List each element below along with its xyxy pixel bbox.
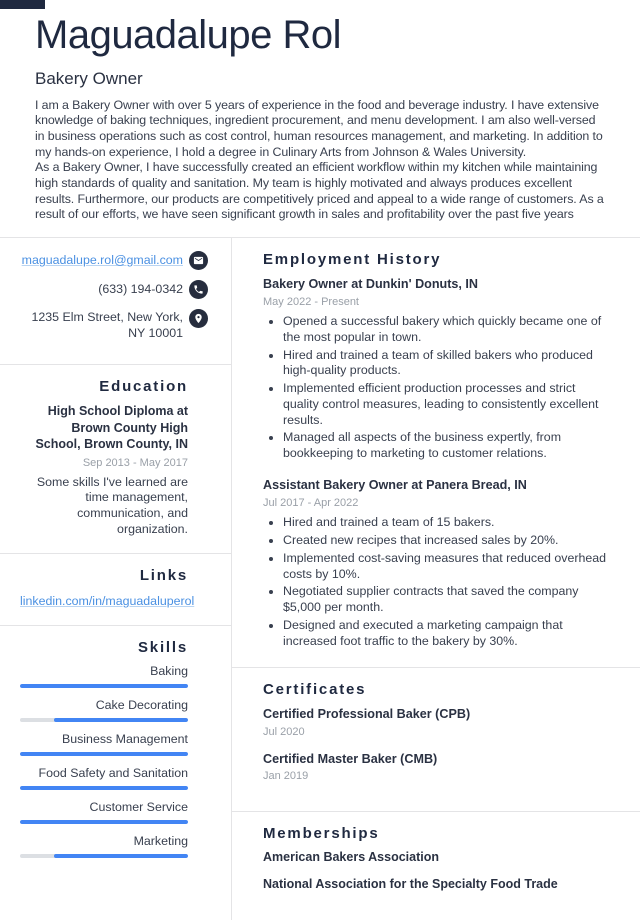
education-degree: High School Diploma at Brown County High School, Brown County, IN: [35, 404, 188, 452]
skill-bar: [20, 786, 188, 790]
skill-bar-fill: [20, 786, 188, 790]
contact-phone-row: [12, 280, 208, 299]
phone-number: (633) 194-0342: [98, 282, 183, 297]
location-pin-icon: [189, 309, 208, 328]
skills-heading: Skills: [138, 639, 188, 657]
job-dates: Jul 2017 - Apr 2022: [263, 497, 359, 510]
main-column: [232, 238, 640, 920]
employment-history-heading: Employment History: [263, 250, 442, 268]
job-bullet: • Created new recipes that increased sales by 20%.: [283, 533, 612, 549]
certificates-heading: Certificates: [263, 681, 367, 699]
certificate-date: Jan 2019: [263, 769, 309, 782]
summary-paragraph: I am a Bakery Owner with over 5 years of experience in the food and beverage industry. I have extensive knowledge of baking techniques, ingredient procurement, and menu development. I am also well-versed in business operations such as cost control, human resources management, and marketing. In addition to my hands-on experience, I hold a degree in Culinary Arts from Johnson & Wales University.: [35, 97, 603, 159]
job-title: Bakery Owner at Dunkin' Donuts, IN: [263, 276, 479, 291]
job-bullet: • Negotiated supplier contracts that saved the company $5,000 per month.: [283, 584, 612, 616]
links-section: [0, 553, 231, 625]
skill-bar-fill: [20, 752, 188, 756]
skill-label: Business Management: [61, 732, 188, 747]
skill-item: [20, 766, 188, 790]
employment-history-section: [232, 238, 640, 667]
skill-bar: [20, 854, 188, 858]
skill-label: Food Safety and Sanitation: [38, 766, 188, 781]
job-bullet: • Hired and trained a team of 15 bakers.: [283, 515, 612, 531]
skill-bar: [20, 684, 188, 688]
skill-item: [20, 664, 188, 688]
certificate-item: [263, 706, 612, 737]
skill-bar: [20, 820, 188, 824]
skills-section: [0, 625, 231, 883]
skill-item: [20, 698, 188, 722]
job-entry: [263, 276, 612, 462]
skill-label: Baking: [150, 664, 188, 679]
job-bullet-list: [263, 515, 612, 649]
job-bullet: • Opened a successful bakery which quickly became one of the most popular in town.: [283, 314, 612, 346]
skill-label: Customer Service: [89, 800, 188, 815]
top-accent-bar: [0, 0, 45, 9]
education-description: Some skills I've learned are time management, communication, and organization.: [36, 474, 188, 537]
job-bullet: • Hired and trained a team of skilled bakers who produced high-quality products.: [283, 348, 612, 380]
contact-address-row: [12, 309, 208, 341]
job-entry: [263, 477, 612, 649]
skill-bar-fill: [54, 854, 188, 858]
job-bullet: • Implemented cost-saving measures that reduced overhead costs by 10%.: [283, 551, 612, 583]
job-bullet: • Managed all aspects of the business expertly, from bookkeeping to marketing to customer relations.: [283, 430, 612, 462]
phone-icon: [189, 280, 208, 299]
membership-item: National Association for the Specialty Food Trade: [263, 876, 558, 891]
person-job-title: Bakery Owner: [35, 68, 143, 88]
envelope-icon: [189, 251, 208, 270]
certificate-title: Certified Master Baker (CMB): [263, 751, 438, 766]
job-bullet-list: [263, 314, 612, 462]
skill-bar: [20, 752, 188, 756]
skill-item: [20, 800, 188, 824]
membership-item: American Bakers Association: [263, 849, 440, 864]
resume-body: [0, 237, 640, 920]
sidebar: [0, 238, 232, 920]
certificate-item: [263, 751, 612, 782]
resume-header: [0, 0, 640, 223]
memberships-section: [232, 811, 640, 920]
memberships-heading: Memberships: [263, 824, 380, 842]
links-heading: Links: [139, 567, 188, 585]
summary-paragraph: As a Bakery Owner, I have successfully created an efficient workflow within my kitchen while maintaining high standards of quality and sanitation. My team is highly motivated and always produces excellent results. Furthermore, our products are competitively priced and appeal to a wide range of customers. As a result of our efforts, we have seen significant growth in sales and profitability over the past five years: [35, 160, 604, 222]
profile-summary: [35, 98, 606, 223]
job-bullet: • Designed and executed a marketing campaign that increased foot traffic to the bakery by 30%.: [283, 618, 612, 650]
contact-email-row: [12, 251, 208, 270]
skill-item: [20, 834, 188, 858]
contact-section: [0, 238, 231, 364]
education-dates: Sep 2013 - May 2017: [82, 456, 188, 469]
skill-bar-fill: [20, 820, 188, 824]
person-name: Maguadalupe Rol: [35, 13, 342, 57]
linkedin-link[interactable]: linkedin.com/in/maguadaluperol: [20, 594, 195, 609]
education-section: [0, 364, 231, 553]
skill-label: Cake Decorating: [95, 698, 188, 713]
education-heading: Education: [99, 378, 188, 396]
email-link[interactable]: maguadalupe.rol@gmail.com: [21, 253, 183, 268]
skill-bar: [20, 718, 188, 722]
job-dates: May 2022 - Present: [263, 296, 359, 309]
skill-bar-fill: [20, 684, 188, 688]
skill-label: Marketing: [133, 834, 188, 849]
certificates-section: [232, 667, 640, 811]
certificate-date: Jul 2020: [263, 725, 305, 738]
job-bullet: • Implemented efficient production processes and strict quality control measures, leading to consistently excellent results.: [283, 381, 612, 428]
address-text: 1235 Elm Street, New York, NY 10001: [31, 309, 183, 340]
skill-bar-fill: [54, 718, 188, 722]
certificate-title: Certified Professional Baker (CPB): [263, 707, 471, 722]
skill-item: [20, 732, 188, 756]
job-title: Assistant Bakery Owner at Panera Bread, IN: [263, 477, 527, 492]
